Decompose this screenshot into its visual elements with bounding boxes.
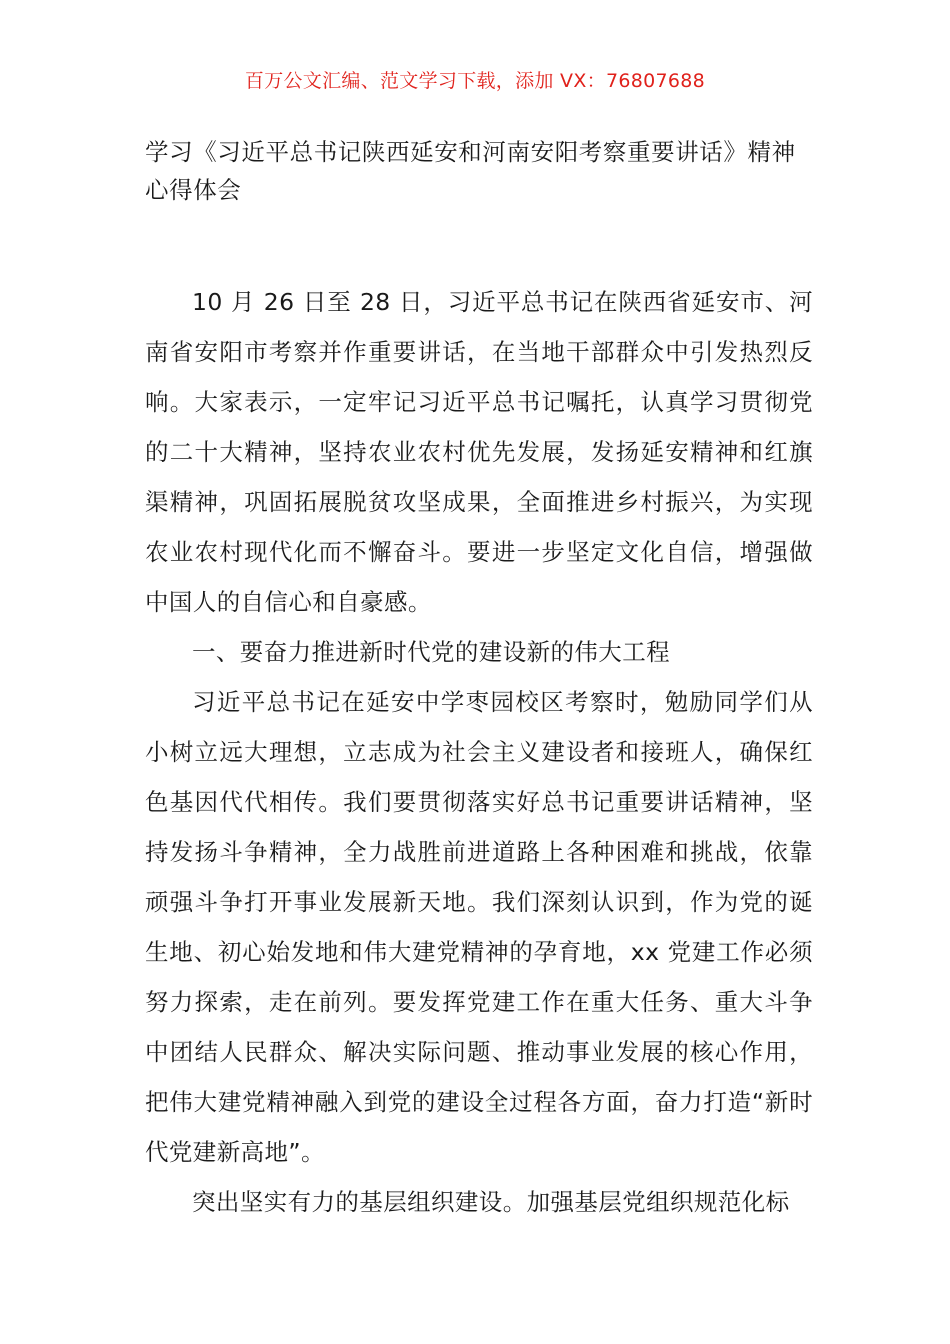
header-banner: 百万公文汇编、范文学习下载，添加 VX：76807688: [244, 70, 706, 92]
section-heading: 一、要奋力推进新时代党的建设新的伟大工程: [192, 638, 670, 666]
document-title: 学习《习近平总书记陕西延安和河南安阳考察重要讲话》精神心得体会: [145, 138, 796, 204]
document-body: [145, 277, 813, 1227]
paragraph-intro: 10 月 26 日至 28 日，习近平总书记在陕西省延安市、河南省安阳市考察并作重要讲话，在当地干部群众中引发热烈反响。大家表示，一定牢记习近平总书记嘱托，认真学习贯彻党的二十大精神，坚持农业农村优先发展，发扬延安精神和红旗渠精神，巩固拓展脱贫攻坚成果，全面推进乡村振兴，为实现农业农村现代化而不懈奋斗。要进一步坚定文化自信，增强做中国人的自信心和自豪感。: [145, 288, 813, 616]
paragraph-organization: 突出坚实有力的基层组织建设。加强基层党组织规范化标: [192, 1188, 790, 1216]
paragraph-section-one: 习近平总书记在延安中学枣园校区考察时，勉励同学们从小树立远大理想，立志成为社会主义建设者和接班人，确保红色基因代代相传。我们要贯彻落实好总书记重要讲话精神，坚持发扬斗争精神，全力战胜前进道路上各种困难和挑战，依靠顽强斗争打开事业发展新天地。我们深刻认识到，作为党的诞生地、初心始发地和伟大建党精神的孕育地，xx 党建工作必须努力探索，走在前列。要发挥党建工作在重大任务、重大斗争中团结人民群众、解决实际问题、推动事业发展的核心作用，把伟大建党精神融入到党的建设全过程各方面，奋力打造“新时代党建新高地”。: [145, 688, 813, 1166]
